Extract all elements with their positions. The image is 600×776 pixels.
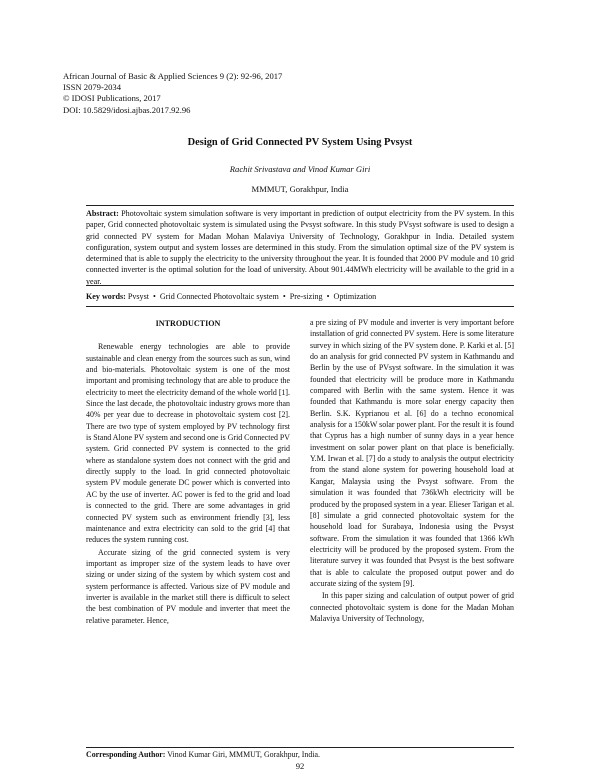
abstract xyxy=(86,208,514,287)
intro-paragraph: a pre sizing of PV module and inverter is very important before installation of grid connected PV system. Here is some literature survey in which sizing of the PV system done. P. Karki et al. [5] do an analysis for grid connected PV system in Kathmandu and Berlin by the use of PVsyst software. In the simulation it was founded that electricity will be produce more in Kathmandu compared with Berlin with the same system. Hence it was founded that Kathmandu is more solar energy capacity then Berlin. S.K. Kyprianou et al. [6] do a techno economical analysis for a 150kW solar power plant. For the result it is found that Cyprus has a high number of sunny days in a year hence investment on solar power plant on that place is beneficially. Y.M. Irwan et al. [7] do a study to analysis the output electricity from the stand alone system for powering household load at Kangar, Malaysia using the Pvsyst software. From the simulation it was founded that 736kWh electricity will be produced by the proposed system in a year. Elieser Tarigan et al. [8] simulate a grid connected photovoltaic system for the household load for Surabaya, Indonesia using the Pvsyst software. From the simulation it was founded that 1366 kWh electricity will be produced by the proposed system. From the literature survey it was founded that Pvsyst is the best software that is able to calculate the proposed output power and do accurate sizing of the system [9]. xyxy=(310,318,514,588)
abstract-top-rule xyxy=(86,205,514,206)
intro-paragraph: Accurate sizing of the grid connected system is very important as improper size of the system leads to have over sizing or under sizing of the system by which system cost and system performance is affected. Various size of PV module and inverter is available in the market still there is difficult to select the best combination of PV module and inverter that meet the relative parameter. Hence, xyxy=(86,547,290,625)
journal-issn: ISSN 2079-2034 xyxy=(63,82,122,93)
abstract-text: Photovoltaic system simulation software is very important in prediction of output electricity from the PV system. In this paper, Grid connected photovoltaic system is simulated using the Pvsyst software. In this study PVsyst software is used to design a grid connected PV system for Madan Mohan Malaviya University of Technology, Gorakhpur in India. Detailed system configuration, system output and system losses are determined in this study. From the simulation optimal size of the PV system is determined that is able to supply the electricity to the university throughout the year. It is founded that 2000 PV module and 10 grid connected inverter is the optimal solution for the load of university. About 901.44MWh electricity will be available to the grid in a year. xyxy=(86,209,514,286)
abstract-bottom-rule xyxy=(86,285,514,286)
abstract-label: Abstract: xyxy=(86,209,119,218)
journal-citation: African Journal of Basic & Applied Sciences 9 (2): 92-96, 2017 xyxy=(63,71,283,81)
keywords xyxy=(86,292,514,301)
paper-title: Design of Grid Connected PV System Using Pvsyst xyxy=(187,137,413,148)
intro-paragraph: Renewable energy technologies are able to provide sustainable and clean energy from the sources such as sun, wind and bio-materials. Photovoltaic system is one of the most important and promising technology that are able to produce the electricity to meet the electricity demand of the whole world [1]. Since the last decade, the photovoltaic industry grows more than 40% per year due to decrease in photovoltaic system cost [2]. There are two type of system employed by PV technology first is Stand Alone PV system and second one is Grid Connected PV system. Grid connected PV system is connected to the grid where as standalone system does not connect with the grid and directly supply to the load. In grid connected photovoltaic system PV module generate DC power which is converted into AC by the use of inverter. AC power is fed to the grid and load is connected to the grid. There are some advantages in grid connected PV system such as environment friendly [3], less maintenance and extra electricity can sold to the grid [4] that reduces the system running cost. xyxy=(86,342,290,545)
right-column xyxy=(310,317,514,624)
journal-doi: DOI: 10.5829/idosi.ajbas.2017.92.96 xyxy=(63,104,191,115)
paper-authors: Rachit Srivastava and Vinod Kumar Giri xyxy=(229,164,371,174)
journal-metadata xyxy=(63,71,282,116)
corresponding-label: Corresponding Author: xyxy=(86,750,166,759)
corresponding-text: Vinod Kumar Giri, MMMUT, Gorakhpur, India. xyxy=(167,750,320,759)
paper-affiliation: MMMUT, Gorakhpur, India xyxy=(251,184,349,194)
left-column xyxy=(86,317,290,626)
keywords-label: Key words: xyxy=(86,292,126,301)
introduction-heading: INTRODUCTION xyxy=(155,319,221,328)
intro-paragraph: In this paper sizing and calculation of output power of grid connected photovoltaic system is done for the Madan Mohan Malaviya University of Technology, xyxy=(310,591,514,623)
keywords-text: Pvsyst • Grid Connected Photovoltaic system • Pre-sizing • Optimization xyxy=(127,292,377,301)
page-number: 92 xyxy=(295,761,305,771)
keywords-bottom-rule xyxy=(86,306,514,307)
corresponding-author xyxy=(86,750,320,759)
journal-copyright: © IDOSI Publications, 2017 xyxy=(63,93,161,104)
footer-rule xyxy=(86,747,514,748)
